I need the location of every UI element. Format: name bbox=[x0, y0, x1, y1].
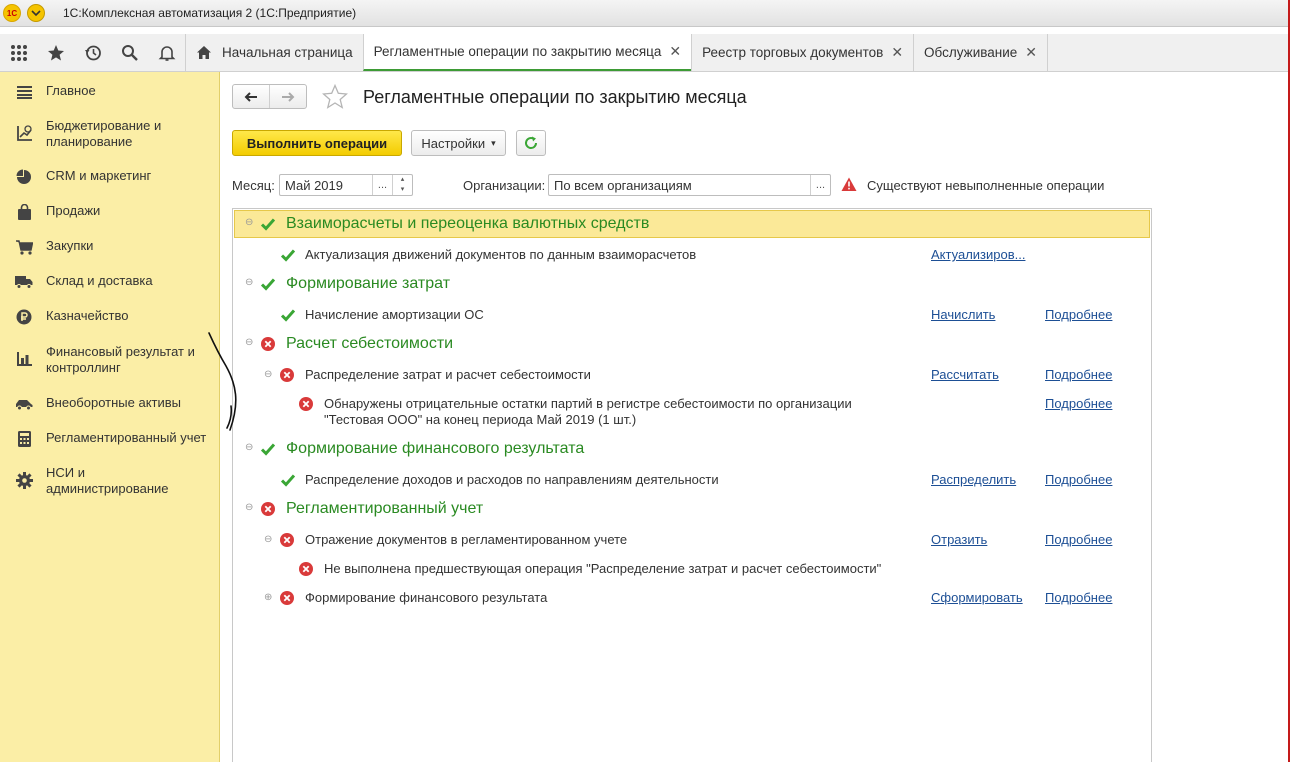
sidebar-item-label: Казначейство bbox=[46, 308, 129, 323]
check-icon bbox=[281, 248, 295, 262]
details-link[interactable]: Подробнее bbox=[1045, 367, 1113, 382]
error-icon bbox=[280, 591, 294, 605]
handwritten-bracket-mark bbox=[200, 330, 250, 440]
operation-title: Актуализация движений документов по данным взаиморасчетов bbox=[305, 247, 697, 262]
operation-row[interactable] bbox=[233, 471, 1151, 491]
toolbar-tabs bbox=[0, 34, 1290, 72]
budget-chart-icon bbox=[15, 124, 33, 142]
sidebar-item-label: Закупки bbox=[46, 238, 94, 253]
sidebar-item-label: Регламентированный учет bbox=[46, 430, 207, 445]
sections-button[interactable] bbox=[0, 34, 37, 71]
sidebar-item-warehouse[interactable] bbox=[0, 273, 220, 293]
window-title: 1С:Комплексная автоматизация 2 (1С:Предприятие) bbox=[63, 6, 357, 20]
organization-field[interactable] bbox=[548, 174, 831, 196]
chevron-down-icon: ▾ bbox=[491, 137, 496, 148]
history-button[interactable] bbox=[74, 34, 111, 71]
operation-title: Отражение документов в регламентированном учете bbox=[305, 532, 628, 547]
tab-label: Регламентные операции по закрытию месяца bbox=[373, 44, 662, 59]
operation-action-link[interactable]: Рассчитать bbox=[931, 367, 999, 382]
ruble-coin-icon bbox=[15, 308, 33, 326]
organization-label: Организации: bbox=[463, 178, 546, 193]
menu-lines-icon bbox=[15, 83, 33, 101]
check-icon bbox=[281, 473, 295, 487]
forward-button[interactable] bbox=[269, 85, 306, 108]
details-link[interactable]: Подробнее bbox=[1045, 307, 1113, 322]
close-icon[interactable]: ✕ bbox=[1025, 44, 1037, 60]
operation-group[interactable] bbox=[233, 500, 1151, 520]
tab-home[interactable] bbox=[185, 34, 363, 71]
sidebar-item-label: Главное bbox=[46, 83, 96, 98]
sections-sidebar bbox=[0, 72, 220, 762]
group-title: Формирование финансового результата bbox=[286, 440, 585, 457]
warning-icon bbox=[841, 177, 857, 192]
tab-label: Реестр торговых документов bbox=[702, 45, 884, 60]
tab-label: Начальная страница bbox=[222, 45, 353, 60]
operation-group[interactable] bbox=[233, 215, 1151, 235]
refresh-icon bbox=[524, 136, 538, 150]
notifications-button[interactable] bbox=[148, 34, 185, 71]
operation-group[interactable] bbox=[233, 275, 1151, 295]
operation-group[interactable] bbox=[233, 335, 1151, 355]
collapse-toggle[interactable]: ⊖ bbox=[245, 337, 254, 348]
details-link[interactable]: Подробнее bbox=[1045, 472, 1113, 487]
sidebar-item-fixed-assets[interactable] bbox=[0, 395, 220, 415]
operation-action-link[interactable]: Отразить bbox=[931, 532, 988, 547]
search-icon bbox=[121, 44, 139, 62]
sidebar-item-purchases[interactable] bbox=[0, 238, 220, 258]
operation-title: Начисление амортизации ОС bbox=[305, 307, 484, 322]
home-icon bbox=[196, 45, 212, 60]
operation-title: Распределение затрат и расчет себестоимости bbox=[305, 367, 591, 382]
error-message-row bbox=[233, 560, 1151, 580]
sidebar-item-administration[interactable] bbox=[0, 465, 220, 501]
error-icon bbox=[280, 368, 294, 382]
check-icon bbox=[261, 217, 275, 231]
arrow-left-icon bbox=[244, 92, 258, 102]
truck-icon bbox=[15, 273, 33, 291]
sidebar-item-crm[interactable] bbox=[0, 168, 220, 188]
details-link[interactable]: Подробнее bbox=[1045, 590, 1113, 605]
operation-row[interactable] bbox=[233, 366, 1151, 386]
operation-title: Распределение доходов и расходов по направлениям деятельности bbox=[305, 472, 719, 487]
collapse-toggle[interactable]: ⊖ bbox=[264, 369, 273, 380]
warning-message: Существуют невыполненные операции bbox=[867, 178, 1105, 193]
operation-action-link[interactable]: Распределить bbox=[931, 472, 1017, 487]
bar-chart-icon bbox=[15, 350, 33, 368]
month-select-button[interactable]: ... bbox=[372, 175, 392, 195]
operation-title: Формирование финансового результата bbox=[305, 590, 548, 605]
sidebar-item-label: Бюджетирование и планирование bbox=[46, 118, 162, 149]
error-message-text: Не выполнена предшествующая операция "Распределение затрат и расчет себестоимости" bbox=[324, 561, 882, 576]
operation-row[interactable] bbox=[233, 589, 1151, 609]
star-icon bbox=[47, 44, 65, 62]
sidebar-item-regulated-accounting[interactable] bbox=[0, 430, 220, 450]
details-link[interactable]: Подробнее bbox=[1045, 532, 1113, 547]
page-title: Регламентные операции по закрытию месяца bbox=[363, 87, 747, 107]
error-icon bbox=[280, 533, 294, 547]
tab-maintenance[interactable] bbox=[913, 34, 1048, 71]
sidebar-item-budgeting[interactable] bbox=[0, 118, 220, 154]
chevron-down-icon bbox=[31, 9, 41, 17]
error-icon bbox=[261, 502, 275, 516]
group-title: Формирование затрат bbox=[286, 275, 451, 292]
spin-up-icon[interactable]: ▴ bbox=[400, 176, 405, 183]
operation-action-link[interactable]: Начислить bbox=[931, 307, 996, 322]
close-icon[interactable]: ✕ bbox=[669, 43, 682, 59]
app-logo-icon: 1С bbox=[3, 4, 21, 22]
history-navigation bbox=[232, 84, 307, 109]
operations-tree bbox=[232, 208, 1152, 762]
expand-toggle[interactable]: ⊕ bbox=[264, 592, 273, 603]
group-title: Регламентированный учет bbox=[286, 500, 484, 517]
tab-label: Обслуживание bbox=[924, 45, 1018, 60]
operation-action-link[interactable]: Актуализиров... bbox=[931, 247, 1026, 262]
operation-row[interactable] bbox=[233, 306, 1151, 326]
operation-action-link[interactable]: Сформировать bbox=[931, 590, 1023, 605]
check-icon bbox=[281, 308, 295, 322]
bell-icon bbox=[158, 44, 176, 62]
grid-icon bbox=[10, 44, 28, 62]
sidebar-item-label: Финансовый результат и контроллинг bbox=[46, 344, 195, 375]
add-to-favorites-button[interactable] bbox=[322, 84, 348, 112]
car-icon bbox=[15, 395, 33, 413]
month-field[interactable] bbox=[279, 174, 413, 196]
close-icon[interactable]: ✕ bbox=[891, 44, 904, 60]
details-link[interactable]: Подробнее bbox=[1045, 396, 1113, 411]
month-label: Месяц: bbox=[232, 178, 275, 193]
sidebar-item-financial-result[interactable] bbox=[0, 344, 220, 380]
sidebar-item-label: НСИ и администрирование bbox=[46, 465, 169, 496]
main-menu-button[interactable] bbox=[27, 4, 45, 22]
sidebar-item-treasury[interactable] bbox=[0, 308, 220, 328]
error-message-text: Обнаружены отрицательные остатки партий в регистре себестоимости по организации "Тестовая ООО" на конец периода Май 2019 (1 шт.) bbox=[324, 396, 852, 427]
settings-button[interactable] bbox=[411, 130, 506, 156]
month-spinner[interactable] bbox=[392, 175, 412, 195]
collapse-toggle[interactable]: ⊖ bbox=[245, 277, 254, 288]
check-icon bbox=[261, 277, 275, 291]
collapse-toggle[interactable]: ⊖ bbox=[245, 502, 254, 513]
sidebar-item-main[interactable] bbox=[0, 83, 220, 103]
group-title: Взаиморасчеты и переоценка валютных средств bbox=[286, 215, 650, 232]
month-value: Май 2019 bbox=[285, 178, 343, 193]
operation-group[interactable] bbox=[233, 440, 1151, 460]
arrow-right-icon bbox=[281, 92, 295, 102]
group-title: Расчет себестоимости bbox=[286, 335, 454, 352]
search-button[interactable] bbox=[111, 34, 148, 71]
pie-chart-icon bbox=[15, 168, 33, 186]
favorites-button[interactable] bbox=[37, 34, 74, 71]
spin-down-icon[interactable]: ▾ bbox=[400, 186, 405, 193]
sidebar-item-sales[interactable] bbox=[0, 203, 220, 223]
error-icon bbox=[299, 397, 313, 411]
error-message-row bbox=[233, 395, 1151, 429]
settings-label: Настройки bbox=[421, 135, 486, 151]
operation-row[interactable] bbox=[233, 531, 1151, 551]
refresh-button[interactable] bbox=[516, 130, 546, 156]
sidebar-item-label: Продажи bbox=[46, 203, 101, 218]
collapse-toggle[interactable]: ⊖ bbox=[245, 217, 254, 228]
calculator-icon bbox=[15, 430, 33, 448]
error-icon bbox=[299, 562, 313, 576]
sidebar-item-label: CRM и маркетинг bbox=[46, 168, 152, 183]
tab-trade-documents[interactable] bbox=[691, 34, 913, 71]
organization-value: По всем организациям bbox=[554, 178, 692, 193]
collapse-toggle[interactable]: ⊖ bbox=[264, 534, 273, 545]
sidebar-item-label: Внеоборотные активы bbox=[46, 395, 182, 410]
collapse-toggle[interactable]: ⊖ bbox=[245, 442, 254, 453]
operation-row[interactable] bbox=[233, 246, 1151, 266]
shopping-bag-icon bbox=[15, 203, 33, 221]
title-bar bbox=[0, 0, 1290, 27]
star-outline-icon bbox=[322, 84, 348, 109]
execute-operations-button[interactable]: Выполнить операции bbox=[232, 130, 402, 156]
main-form bbox=[220, 72, 1290, 762]
error-icon bbox=[261, 337, 275, 351]
sidebar-item-label: Склад и доставка bbox=[46, 273, 153, 288]
history-icon bbox=[84, 44, 102, 62]
organization-select-button[interactable]: ... bbox=[810, 175, 830, 195]
cart-icon bbox=[15, 238, 33, 256]
gear-icon bbox=[15, 471, 33, 489]
back-button[interactable] bbox=[233, 85, 269, 108]
tab-month-closing[interactable] bbox=[363, 34, 692, 71]
check-icon bbox=[261, 442, 275, 456]
